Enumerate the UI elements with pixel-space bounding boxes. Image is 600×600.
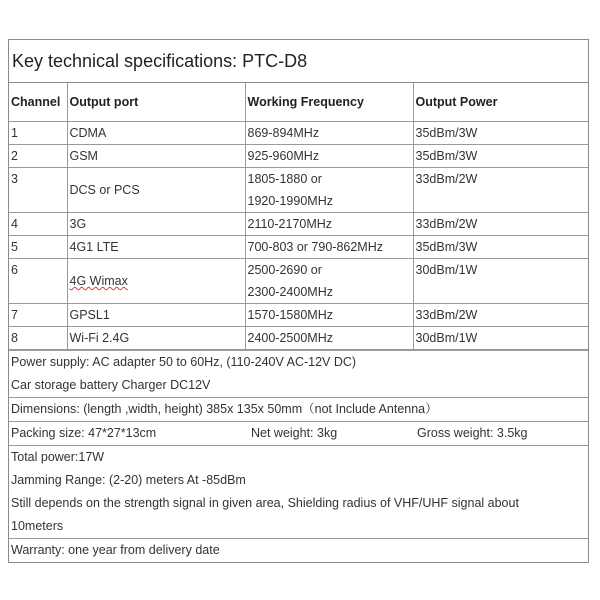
port-cell: [67, 259, 245, 304]
frequency-cell: 2110-2170MHz: [245, 213, 413, 236]
channel-cell: 3: [9, 168, 67, 213]
frequency-line: 1920-1990MHz: [247, 194, 333, 208]
header-output-port: Output port: [67, 83, 245, 122]
channel-cell: 7: [9, 304, 67, 327]
table-row: [9, 327, 588, 350]
table-row: [9, 259, 588, 304]
power-cell: 33dBm/2W: [413, 168, 588, 213]
header-output-power: Output Power: [413, 83, 588, 122]
frequency-cell: 2400-2500MHz: [245, 327, 413, 350]
power-cell: 33dBm/2W: [413, 213, 588, 236]
frequency-cell: 869-894MHz: [245, 122, 413, 145]
channel-table: [9, 83, 588, 350]
table-row: [9, 213, 588, 236]
channel-cell: 5: [9, 236, 67, 259]
total-power-text: Total power:17W: [11, 450, 105, 464]
net-weight-text: Net weight: 3kg: [251, 426, 338, 440]
channel-cell: 2: [9, 145, 67, 168]
port-cell: GPSL1: [67, 304, 245, 327]
header-working-frequency: Working Frequency: [245, 83, 413, 122]
port-label: 4G Wimax: [69, 274, 128, 288]
table-row: [9, 122, 588, 145]
frequency-cell: 1570-1580MHz: [245, 304, 413, 327]
table-header-row: [9, 83, 588, 122]
header-channel: Channel: [9, 83, 67, 122]
car-charger-text: Car storage battery Charger DC12V: [11, 378, 211, 392]
packing-size-text: Packing size: 47*27*13cm: [11, 426, 157, 440]
dimensions-text: Dimensions: (length ,width, height) 385x 135x 50mm（not Include Antenna）: [9, 397, 588, 421]
spec-title: Key technical specifications: PTC-D8: [9, 40, 588, 83]
power-cell: 35dBm/3W: [413, 145, 588, 168]
frequency-line: 2300-2400MHz: [247, 285, 333, 299]
packing-block: [9, 421, 588, 445]
table-row: [9, 168, 588, 213]
port-cell: Wi-Fi 2.4G: [67, 327, 245, 350]
port-cell: 3G: [67, 213, 245, 236]
frequency-cell: 700-803 or 790-862MHz: [245, 236, 413, 259]
port-cell: CDMA: [67, 122, 245, 145]
power-cell: 33dBm/2W: [413, 304, 588, 327]
frequency-line: 1805-1880 or: [247, 172, 322, 186]
frequency-cell: [245, 259, 413, 304]
spec-sheet: [8, 39, 589, 563]
power-supply-text: Power supply: AC adapter 50 to 60Hz, (110-240V AC-12V DC): [11, 355, 357, 369]
power-cell: 30dBm/1W: [413, 327, 588, 350]
channel-cell: 4: [9, 213, 67, 236]
warranty-text: Warranty: one year from delivery date: [9, 538, 588, 562]
performance-block: [9, 445, 588, 538]
table-row: [9, 145, 588, 168]
frequency-line: 2500-2690 or: [247, 263, 322, 277]
power-supply-block: [9, 350, 588, 397]
frequency-cell: 925-960MHz: [245, 145, 413, 168]
table-row: [9, 236, 588, 259]
table-row: [9, 304, 588, 327]
channel-cell: 1: [9, 122, 67, 145]
port-cell: 4G1 LTE: [67, 236, 245, 259]
shielding-text-line2: 10meters: [11, 519, 64, 533]
power-cell: 35dBm/3W: [413, 236, 588, 259]
power-cell: 30dBm/1W: [413, 259, 588, 304]
shielding-text-line1: Still depends on the strength signal in given area, Shielding radius of VHF/UHF signal about: [11, 496, 519, 510]
power-cell: 35dBm/3W: [413, 122, 588, 145]
port-cell: GSM: [67, 145, 245, 168]
frequency-cell: [245, 168, 413, 213]
channel-cell: 8: [9, 327, 67, 350]
gross-weight-text: Gross weight: 3.5kg: [417, 426, 528, 440]
channel-cell: 6: [9, 259, 67, 304]
port-cell: DCS or PCS: [67, 168, 245, 213]
jamming-range-text: Jamming Range: (2-20) meters At -85dBm: [11, 473, 246, 487]
